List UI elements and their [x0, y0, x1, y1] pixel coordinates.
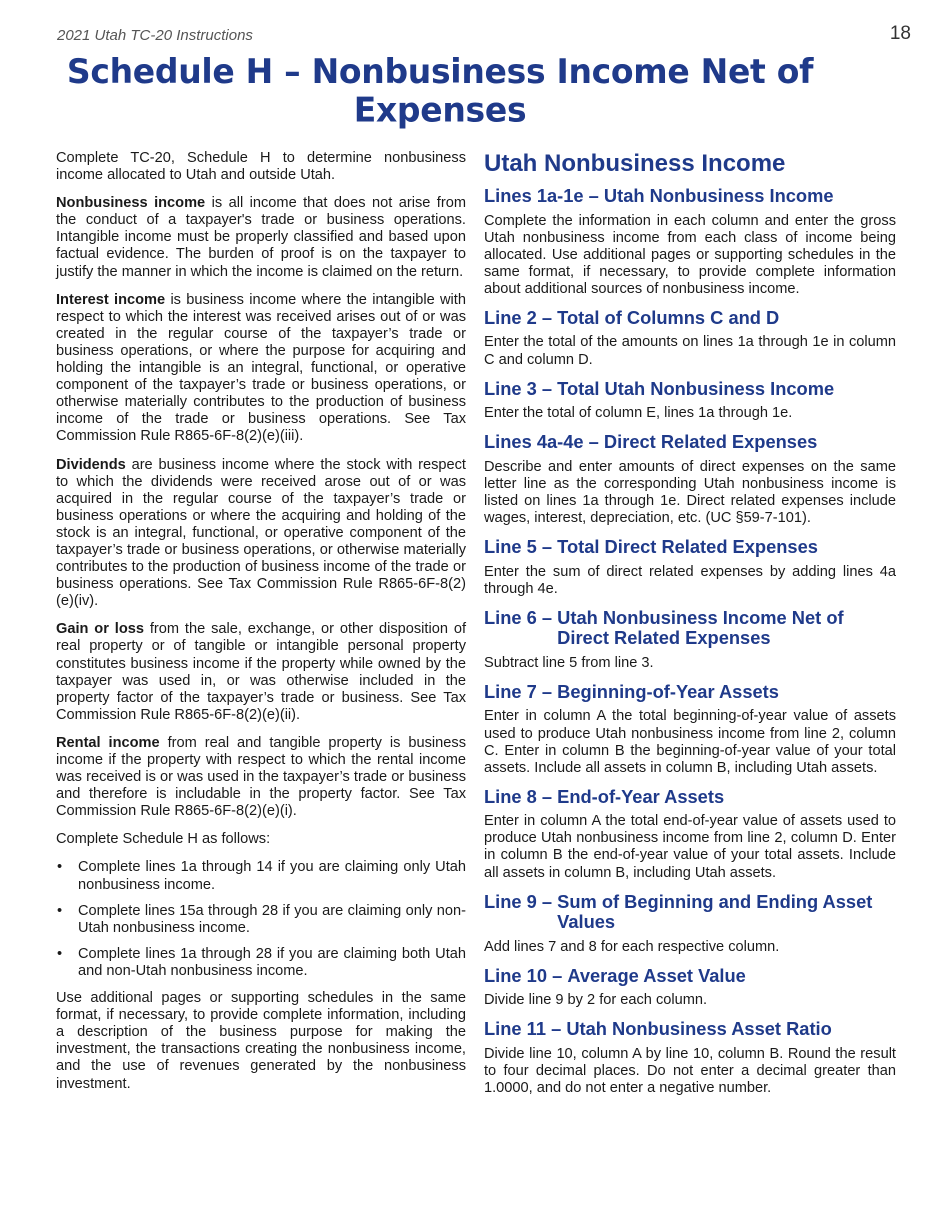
line-title: Utah Nonbusiness Asset Ratio: [566, 1018, 832, 1040]
definition-term: Rental income: [56, 734, 160, 751]
line-label: Line 6 –: [484, 606, 558, 628]
line-heading: [484, 379, 896, 400]
definition-rental-income: [56, 735, 466, 820]
intro-paragraph: Complete TC-20, Schedule H to determine nonbusiness income allocated to Utah and outside Utah.: [56, 150, 466, 184]
left-column: [56, 150, 466, 1104]
line-instruction: [484, 608, 896, 672]
line-instruction: [484, 1019, 896, 1097]
line-label: Line 9 –: [484, 890, 558, 912]
line-label: Lines 1a-1e –: [484, 185, 604, 206]
line-heading: [484, 186, 896, 207]
definition-term: Gain or loss: [56, 621, 144, 638]
line-instruction: [484, 186, 896, 298]
line-instruction: [484, 308, 896, 369]
definition-text: is all income that does not arise from the conduct of a taxpayer's trade or business operations. Intangible income must be properly classified and based upon factual evidence. The burden of proof is on the taxpayer to justify the manner in which the income is claimed on the return.: [56, 195, 466, 280]
definition-text: is business income where the intangible with respect to which the interest was received arises out of or was created in the regular course of the taxpayer’s trade or business operations, or where the purpose for acquiring and holding the intangible is an integral, functional, or operative component of the taxpayer’s trade or business operations, or otherwise materially contributes to the production of business income of the trade or business operations. See Tax Commission Rule R865-6F-8(2)(e)(iii).: [56, 291, 466, 445]
line-label: Line 2 –: [484, 306, 558, 328]
line-title: Average Asset Value: [567, 964, 746, 986]
line-instruction: [484, 787, 896, 882]
line-heading: [484, 892, 896, 933]
line-label: Line 7 –: [484, 680, 558, 702]
line-text: Enter in column A the total beginning-of-year value of assets used to produce Utah nonbusiness income from line 2, column C. Enter in column B the beginning-of-year value of your total assets. Include all assets in column B, including Utah assets.: [484, 708, 896, 776]
list-item: • Complete lines 1a through 14 if you are claiming only Utah nonbusiness income.: [56, 859, 466, 893]
definition-nonbusiness-income: [56, 195, 466, 280]
line-text: Enter the sum of direct related expenses by adding lines 4a through 4e.: [484, 563, 896, 597]
line-heading: [484, 608, 896, 649]
page-number: 18: [889, 23, 911, 44]
line-title: Utah Nonbusiness Income Net of Direct Related Expenses: [557, 606, 844, 649]
definition-dividends: [56, 457, 466, 611]
line-text: Enter the total of column E, lines 1a through 1e.: [484, 405, 793, 422]
line-instruction: [484, 682, 896, 777]
line-title: Utah Nonbusiness Income: [603, 185, 834, 206]
definition-text: from the sale, exchange, or other disposition of real property or of tangible or intangible personal property constitutes business income if the property while owned by the taxpayer was used in, or was otherwise included in the property factor of the taxpayer’s trade or business. See Tax Commission Rule R865-6F-8(2)(e)(ii).: [56, 621, 466, 723]
line-text: Complete the information in each column and enter the gross Utah nonbusiness income from each class of income being allocated. Use additional pages or supporting schedules in the same format, if necessary, to provide complete information about additional sources of nonbusiness income.: [484, 212, 896, 297]
line-title: Total Utah Nonbusiness Income: [557, 377, 835, 399]
line-label: Line 11 –: [484, 1018, 567, 1040]
line-instruction: [484, 892, 896, 956]
page-title-line-1: Schedule H – Nonbusiness Income Net of: [66, 51, 814, 91]
section-heading: Utah Nonbusiness Income: [484, 150, 786, 177]
line-label: Line 3 –: [484, 377, 558, 399]
line-title: Sum of Beginning and Ending Asset Values: [557, 890, 873, 933]
line-text: Add lines 7 and 8 for each respective column.: [484, 938, 780, 955]
schedule-intro: Complete Schedule H as follows:: [56, 831, 271, 848]
line-title: Total of Columns C and D: [557, 306, 780, 328]
line-label: Line 8 –: [484, 785, 558, 807]
line-label: Line 5 –: [484, 536, 558, 558]
line-instruction: [484, 432, 896, 527]
line-text: Subtract line 5 from line 3.: [484, 654, 654, 671]
definition-gain-or-loss: [56, 621, 466, 724]
running-head: 2021 Utah TC-20 Instructions: [57, 27, 253, 44]
page-title-line-2: Expenses: [353, 89, 527, 130]
list-item: • Complete lines 15a through 28 if you are claiming only non-Utah nonbusiness income.: [56, 903, 466, 937]
line-title: End-of-Year Assets: [557, 785, 725, 807]
line-text: Enter in column A the total end-of-year value of assets used to produce Utah nonbusiness income from line 2, column D. Enter in column B the end-of-year value of your total assets. Include all assets in column B, including Utah assets.: [484, 813, 896, 881]
line-instruction: [484, 537, 896, 598]
schedule-bullet-list: [56, 859, 466, 980]
closing-paragraph: Use additional pages or supporting schedules in the same format, if necessary, to provide complete information, including a description of the business purpose for making the investment, the transactions creating the nonbusiness income, and the use of revenues generated by the nonbusiness investment.: [56, 990, 466, 1092]
line-text: Enter the total of the amounts on lines 1a through 1e in column C and column D.: [484, 334, 896, 368]
line-heading: [484, 1019, 896, 1040]
line-heading: [484, 682, 896, 703]
list-item: • Complete lines 1a through 28 if you are claiming both Utah and non-Utah nonbusiness income.: [56, 946, 466, 980]
line-title: Total Direct Related Expenses: [557, 536, 818, 558]
line-instruction: [484, 379, 896, 423]
definition-term: Interest income: [56, 291, 166, 308]
line-text: Divide line 9 by 2 for each column.: [484, 992, 708, 1009]
definition-term: Nonbusiness income: [56, 195, 206, 212]
definition-text: are business income where the stock with respect to which the dividends were received arose out of or was acquired in the regular course of the taxpayer’s trade or business operations or where the acquiring and holding of the stock is an integral, functional, or operative component of the taxpayer’s trade or business operations, or otherwise materially contributes to the production of business income of the trade or business operations. See Tax Commission Rule R865-6F-8(2)(e)(iv).: [56, 456, 466, 610]
line-heading: [484, 966, 896, 987]
line-text: Divide line 10, column A by line 10, column B. Round the result to four decimal places. Do not enter a decimal greater than 1.0000, and do not enter a negative number.: [484, 1045, 896, 1097]
line-instruction: [484, 966, 896, 1010]
line-title: Beginning-of-Year Assets: [557, 680, 779, 702]
line-heading: [484, 537, 896, 558]
right-column: [484, 150, 896, 1107]
line-title: Direct Related Expenses: [603, 431, 818, 453]
line-label: Line 10 –: [484, 964, 568, 986]
line-label: Lines 4a-4e –: [484, 431, 604, 453]
line-text: Describe and enter amounts of direct expenses on the same letter line as the corresponding Utah nonbusiness income is listed on lines 1a through 1e. Direct related expenses include wages, interest, depreciation, etc. (UC §59-7-101).: [484, 458, 896, 527]
line-heading: [484, 308, 896, 329]
definition-text: from real and tangible property is business income if the property with respect to which the rental income was received is or was used in the taxpayer’s trade or business and therefore is includable in the property factor. See Tax Commission Rule R865-6F-8(2)(e)(i).: [56, 734, 466, 820]
definition-term: Dividends: [56, 456, 126, 473]
page-title: [40, 52, 840, 130]
line-heading: [484, 787, 896, 808]
definition-interest-income: [56, 292, 466, 446]
line-heading: [484, 432, 896, 453]
